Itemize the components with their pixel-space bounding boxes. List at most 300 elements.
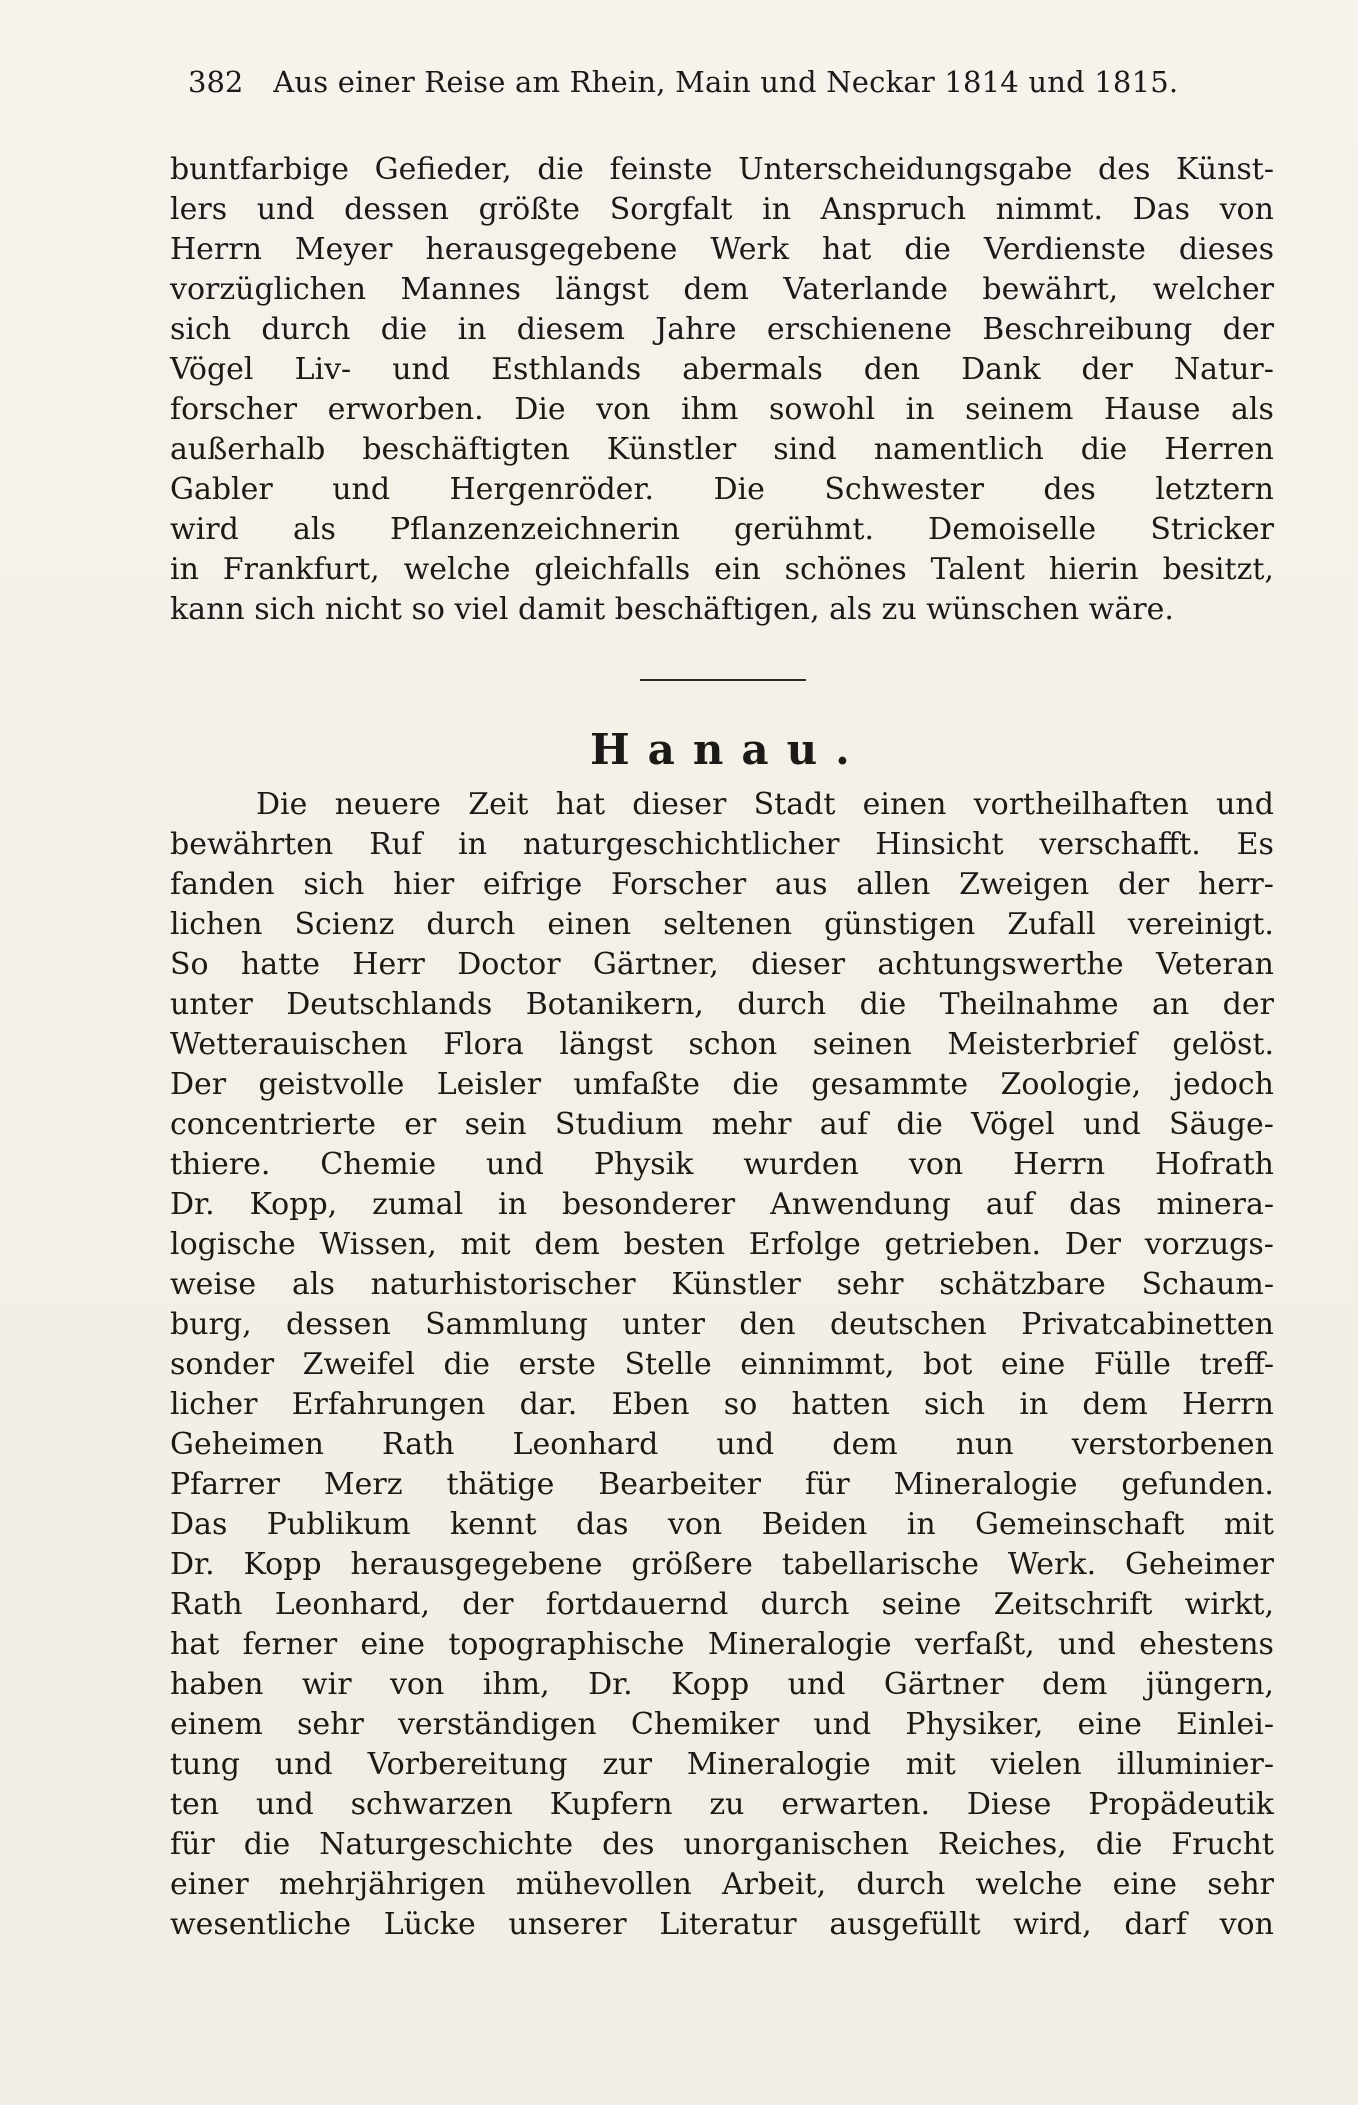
word: zumal — [372, 1187, 464, 1222]
word: wird — [170, 512, 239, 547]
word: ein — [714, 552, 761, 587]
word: wird, — [1013, 1907, 1092, 1942]
text-line — [170, 1625, 1274, 1665]
word: durch — [737, 987, 827, 1022]
word: hat — [555, 787, 606, 822]
word: Vögel — [170, 352, 254, 387]
word: in — [905, 392, 935, 427]
word: letztern — [1155, 472, 1274, 507]
word: die — [904, 232, 951, 267]
word: der — [1222, 312, 1274, 347]
word: in — [498, 1187, 528, 1222]
text-line — [170, 150, 1274, 190]
word: sowohl — [768, 392, 876, 427]
word: Erfolge — [748, 1227, 861, 1262]
word: beschäftigten — [362, 432, 570, 467]
word: vorzüglichen — [170, 272, 367, 307]
word: einem — [170, 1707, 263, 1742]
word: seinen — [812, 1027, 912, 1062]
word: Jahre — [655, 312, 737, 347]
text-line — [170, 550, 1274, 590]
word: dieser — [632, 787, 727, 822]
word: die — [896, 1107, 943, 1142]
word: So — [170, 947, 209, 982]
page-header — [188, 60, 1188, 104]
word: dem — [1082, 1387, 1148, 1422]
word: hat — [170, 1627, 220, 1662]
word: welcher — [1152, 272, 1274, 307]
word: gesammte — [811, 1067, 969, 1102]
word: namentlich — [873, 432, 1044, 467]
word: Der — [170, 1067, 227, 1102]
word: sehr — [836, 1267, 904, 1302]
word: bot — [922, 1347, 973, 1382]
word: bewährten — [170, 827, 334, 862]
word: Privatcabinetten — [1021, 1307, 1274, 1342]
word: Zufall — [1007, 907, 1096, 942]
text-line — [170, 1825, 1274, 1865]
word: in — [458, 827, 487, 862]
word: eine — [360, 1627, 425, 1662]
word: auf — [819, 1107, 869, 1142]
word: den — [863, 352, 921, 387]
word: Frucht — [1171, 1827, 1274, 1862]
text-line — [170, 1185, 1274, 1225]
text-line — [170, 1265, 1274, 1305]
word: Stadt — [753, 787, 836, 822]
word: lichen — [170, 907, 263, 942]
word: lers — [170, 192, 228, 227]
word: verständigen — [397, 1707, 597, 1742]
word: herausgegebene — [350, 1547, 603, 1582]
word: sich — [924, 1387, 986, 1422]
word: dieses — [1178, 232, 1274, 267]
word: neuere — [334, 787, 441, 822]
word: durch — [426, 907, 516, 942]
word: achtungswerthe — [877, 947, 1124, 982]
word: Hause — [1103, 392, 1201, 427]
word: Leisler — [436, 1067, 542, 1102]
word: dessen — [285, 1307, 391, 1342]
word: Herren — [1164, 432, 1274, 467]
word: die — [537, 152, 584, 187]
word: Gärtner — [883, 1667, 1004, 1702]
text-line — [170, 905, 1274, 945]
word: der — [1117, 867, 1170, 902]
text-line — [170, 865, 1274, 905]
text-line — [170, 985, 1274, 1025]
word: Kupfern — [549, 1787, 673, 1822]
word: der — [462, 1587, 514, 1622]
word: vortheilhaften — [973, 787, 1189, 822]
word: Meyer — [294, 232, 393, 267]
text-line — [170, 1785, 1274, 1825]
word: wesentliche — [170, 1907, 352, 1942]
word: Chemie — [320, 1147, 437, 1182]
word: Leonhard, — [274, 1587, 431, 1622]
word: sich — [170, 312, 232, 347]
word: Leonhard — [512, 1427, 659, 1462]
text-line — [170, 1745, 1274, 1785]
word: einen — [862, 787, 947, 822]
word: dem — [534, 1227, 600, 1262]
word: in — [1019, 1387, 1049, 1422]
word: Botanikern, — [525, 987, 704, 1022]
word: er — [404, 1107, 437, 1142]
word: eine — [1112, 1867, 1178, 1902]
word: nimmt. — [995, 192, 1104, 227]
word: erschienene — [766, 312, 952, 347]
word: Unterscheidungsgabe — [738, 152, 1073, 187]
word: und — [486, 1147, 544, 1182]
word: unserer — [508, 1907, 627, 1942]
word: Pflanzenzeichnerin — [390, 512, 680, 547]
text-line — [170, 1505, 1274, 1545]
word: hatte — [240, 947, 320, 982]
word: illuminier- — [1116, 1747, 1274, 1782]
word: und — [255, 1787, 314, 1822]
text-line — [170, 945, 1274, 985]
word: Werk — [710, 232, 790, 267]
word: eine — [1000, 1347, 1066, 1382]
word: Hofrath — [1155, 1147, 1274, 1182]
word: Stelle — [624, 1347, 712, 1382]
word: und — [813, 1707, 872, 1742]
word: Anwendung — [770, 1187, 951, 1222]
word: Zoologie, — [1000, 1067, 1142, 1102]
section-divider — [640, 679, 806, 681]
word: Naturgeschichte — [319, 1827, 574, 1862]
word: mit — [1223, 1507, 1274, 1542]
word: Beiden — [761, 1507, 868, 1542]
word: erwarten. — [781, 1787, 930, 1822]
word: ehestens — [1139, 1627, 1274, 1662]
word: und — [1058, 1627, 1116, 1662]
word: logische — [170, 1227, 296, 1262]
word: den — [739, 1307, 796, 1342]
word: Reiches, — [938, 1827, 1067, 1862]
word: und — [274, 1747, 333, 1782]
word: Propädeutik — [1088, 1787, 1274, 1822]
word: und — [1216, 787, 1274, 822]
word: Erfahrungen — [291, 1387, 486, 1422]
word: als — [292, 512, 336, 547]
word: tabellarische — [781, 1547, 979, 1582]
word: Rath — [381, 1427, 455, 1462]
word: aus — [774, 867, 828, 902]
word: längst — [555, 272, 649, 307]
word: Einlei- — [1176, 1707, 1274, 1742]
word: durch — [261, 312, 351, 347]
word: Merz — [323, 1467, 403, 1502]
word: der — [1081, 352, 1133, 387]
word: einnimmt, — [740, 1347, 895, 1382]
word: erste — [518, 1347, 596, 1382]
word: und — [787, 1667, 846, 1702]
word: in — [457, 312, 487, 347]
word: nun — [955, 1427, 1014, 1462]
word: seinem — [965, 392, 1074, 427]
word: einen — [547, 907, 632, 942]
word: Zweifel — [302, 1347, 415, 1382]
word: von — [596, 392, 651, 427]
text-line — [170, 1585, 1274, 1625]
word: Schwester — [824, 472, 984, 507]
word: Verdienste — [983, 232, 1146, 267]
word: Diese — [966, 1787, 1052, 1822]
word: durch — [760, 1587, 850, 1622]
word: buntfarbige — [170, 152, 349, 187]
word: Physiker, — [905, 1707, 1044, 1742]
word: sein — [464, 1107, 527, 1142]
text-line: kann sich nicht so viel damit beschäftigen, als zu wünschen wäre. — [170, 592, 1174, 627]
word: seltenen — [663, 907, 793, 942]
word: fortdauernd — [545, 1587, 729, 1622]
word: in — [170, 552, 199, 587]
word: Flora — [443, 1027, 524, 1062]
word: wir — [301, 1667, 352, 1702]
word: Sammlung — [425, 1307, 588, 1342]
word: sich — [303, 867, 365, 902]
word: Die — [256, 787, 308, 822]
word: darf — [1124, 1907, 1187, 1942]
word: längst — [559, 1027, 653, 1062]
word: umfaßte — [573, 1067, 701, 1102]
word: Dr. — [170, 1187, 215, 1222]
word: Chemiker — [630, 1707, 780, 1742]
word: eifrige — [482, 867, 583, 902]
text-line — [170, 270, 1274, 310]
word: unorganischen — [683, 1827, 910, 1862]
word: Forscher — [610, 867, 747, 902]
word: unter — [622, 1307, 705, 1342]
word: Mannes — [400, 272, 521, 307]
word: diesem — [516, 312, 625, 347]
word: in — [762, 192, 792, 227]
paragraph-1 — [170, 150, 1274, 630]
text-line — [170, 310, 1274, 350]
word: erworben. — [327, 392, 484, 427]
word: thiere. — [170, 1147, 271, 1182]
word: Rath — [170, 1587, 243, 1622]
word: Literatur — [659, 1907, 797, 1942]
word: Hergenröder. — [449, 472, 654, 507]
word: Herrn — [1181, 1387, 1274, 1422]
word: dar. — [519, 1387, 578, 1422]
word: forscher — [170, 392, 298, 427]
word: die — [732, 1067, 779, 1102]
word: ten — [170, 1787, 220, 1822]
word: Studium — [554, 1107, 684, 1142]
word: Doctor — [457, 947, 561, 982]
word: hierin — [1048, 552, 1139, 587]
word: Dr. — [170, 1547, 215, 1582]
word: hier — [393, 867, 455, 902]
word: naturgeschichtlicher — [522, 827, 840, 862]
word: außerhalb — [170, 432, 326, 467]
word: Vaterlande — [783, 272, 948, 307]
word: einer — [170, 1867, 249, 1902]
word: und — [1082, 1107, 1141, 1142]
word: weise — [170, 1267, 257, 1302]
word: des — [602, 1827, 655, 1862]
word: dem — [683, 272, 749, 307]
word: gelöst. — [1172, 1027, 1274, 1062]
word: auf — [985, 1187, 1035, 1222]
word: die — [859, 987, 907, 1022]
word: mehrjährigen — [278, 1867, 486, 1902]
word: herr- — [1198, 867, 1274, 902]
word: Herr — [352, 947, 425, 982]
paragraph-2 — [170, 785, 1274, 1945]
word: sind — [773, 432, 837, 467]
word: Publikum — [266, 1507, 411, 1542]
word: feinste — [609, 152, 713, 187]
word: als — [1231, 392, 1274, 427]
text-line — [170, 390, 1274, 430]
word: Dank — [961, 352, 1041, 387]
word: die — [1080, 432, 1128, 467]
word: herausgegebene — [425, 232, 678, 267]
word: sehr — [1207, 1867, 1274, 1902]
text-line — [170, 230, 1274, 270]
word: gefunden. — [1121, 1467, 1274, 1502]
text-line — [170, 430, 1274, 470]
word: Esthlands — [491, 352, 642, 387]
word: naturhistorischer — [370, 1267, 636, 1302]
word: topographische — [448, 1627, 685, 1662]
word: Die — [514, 392, 566, 427]
word: von — [908, 1147, 964, 1182]
word: Arbeit, — [722, 1867, 827, 1902]
word: Kopp, — [249, 1187, 338, 1222]
word: Liv- — [294, 352, 352, 387]
word: Zeitschrift — [993, 1587, 1153, 1622]
word: Künstler — [606, 432, 737, 467]
word: verschafft. — [1039, 827, 1201, 862]
word: Talent — [930, 552, 1025, 587]
word: dem — [1042, 1667, 1108, 1702]
word: treff- — [1199, 1347, 1274, 1382]
word: Theilnahme — [939, 987, 1119, 1022]
word: verstorbenen — [1071, 1427, 1274, 1462]
word: Stricker — [1150, 512, 1274, 547]
word: vorzugs- — [1144, 1227, 1274, 1262]
text-line — [170, 1465, 1274, 1505]
text-line — [170, 1665, 1274, 1705]
word: ihm — [681, 392, 739, 427]
word: besitzt, — [1162, 552, 1274, 587]
word: das — [576, 1507, 629, 1542]
word: schätzbare — [939, 1267, 1106, 1302]
word: schönes — [784, 552, 907, 587]
word: zur — [602, 1747, 652, 1782]
word: Gärtner, — [592, 947, 719, 982]
word: die — [443, 1347, 491, 1382]
text-line — [170, 1905, 1274, 1945]
word: tung — [170, 1747, 240, 1782]
word: Die — [713, 472, 765, 507]
word: Meisterbrief — [947, 1027, 1137, 1062]
word: licher — [170, 1387, 258, 1422]
word: Demoiselle — [928, 512, 1097, 547]
word: gerühmt. — [734, 512, 875, 547]
word: hatten — [791, 1387, 890, 1422]
word: Ruf — [369, 827, 423, 862]
text-line — [170, 1145, 1274, 1185]
text-line — [170, 1385, 1274, 1425]
word: concentrierte — [170, 1107, 376, 1142]
text-line — [170, 1865, 1274, 1905]
word: Deutschlands — [286, 987, 493, 1022]
word: fanden — [170, 867, 275, 902]
word: Künst- — [1176, 152, 1274, 187]
word: Frankfurt, — [222, 552, 380, 587]
word: schwarzen — [350, 1787, 513, 1822]
word: Kopp — [671, 1667, 750, 1702]
word: Lücke — [383, 1907, 476, 1942]
word: welche — [975, 1867, 1083, 1902]
word: Hinsicht — [875, 827, 1004, 862]
text-line — [170, 785, 1274, 825]
word: Veteran — [1155, 947, 1274, 982]
word: getrieben. — [884, 1227, 1042, 1262]
word: burg, — [170, 1307, 252, 1342]
word: und — [392, 352, 451, 387]
word: die — [380, 312, 428, 347]
word: Mineralogie — [893, 1467, 1078, 1502]
word: von — [667, 1507, 723, 1542]
section-title: Hanau. — [590, 725, 868, 774]
text-line — [170, 1545, 1274, 1585]
word: vielen — [990, 1747, 1082, 1782]
word: Scienz — [294, 907, 395, 942]
word: ihm, — [482, 1667, 550, 1702]
word: für — [170, 1827, 215, 1862]
word: größere — [631, 1547, 753, 1582]
text-line — [170, 510, 1274, 550]
word: durch — [856, 1867, 946, 1902]
text-line — [170, 1705, 1274, 1745]
word: Anspruch — [820, 192, 967, 227]
word: gleichfalls — [534, 552, 691, 587]
word: wurden — [743, 1147, 859, 1182]
word: Werk. — [1007, 1547, 1097, 1582]
word: Das — [170, 1507, 228, 1542]
word: mehr — [711, 1107, 792, 1142]
word: Säuge- — [1169, 1107, 1274, 1142]
word: verfaßt, — [915, 1627, 1035, 1662]
word: so — [723, 1387, 758, 1422]
word: Physik — [593, 1147, 694, 1182]
word: Vögel — [971, 1107, 1055, 1142]
word: bewährt, — [982, 272, 1119, 307]
word: von — [389, 1667, 445, 1702]
word: Natur- — [1173, 352, 1274, 387]
word: besonderer — [562, 1187, 736, 1222]
word: von — [1219, 192, 1274, 227]
text-line — [170, 470, 1274, 510]
word: Künstler — [671, 1267, 801, 1302]
word: der — [1222, 987, 1274, 1022]
word: Dr. — [588, 1667, 633, 1702]
word: Gabler — [170, 472, 273, 507]
word: Geheimer — [1125, 1547, 1274, 1582]
word: des — [1097, 152, 1151, 187]
word: geistvolle — [258, 1067, 405, 1102]
word: Vorbereitung — [367, 1747, 568, 1782]
word: mit — [905, 1747, 956, 1782]
